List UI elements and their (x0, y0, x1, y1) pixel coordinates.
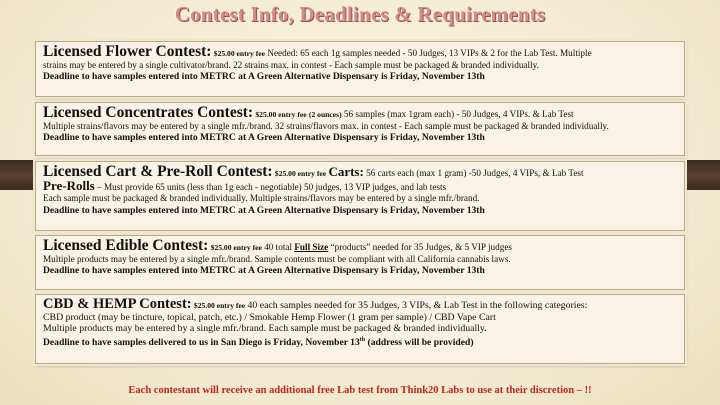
cbd-entry-fee: $25.00 entry fee (193, 301, 246, 310)
cart-contest-heading: Licensed Cart & Pre-Roll Contest: (43, 163, 273, 180)
cbd-deadline: Deadline to have samples delivered to us in San Diego is Friday, November 13 (43, 336, 360, 348)
edible-contest-heading: Licensed Edible Contest: (43, 237, 209, 254)
flower-contest-box (35, 41, 685, 97)
concentrates-fee-note: (2 ounces) (308, 110, 342, 119)
concentrates-line-2: Multiple strains/flavors may be entered by a single mfr./brand. 32 strains/flavors max. in contest - Each sample must be packaged & branded individually. (43, 120, 609, 131)
cbd-line-2: CBD product (may be tincture, topical, patch, etc.) / Smokable Hemp Flower (1 gram per sample) / CBD Vape Cart (43, 311, 496, 323)
cbd-deadline-tail: (address will be provided) (365, 336, 474, 348)
cbd-line-1: 40 each samples needed for 35 Judges, 3 VIPs, & Lab Test in the following categories: (247, 300, 588, 311)
edible-full-size: Full Size (294, 242, 329, 252)
cbd-line-3: Multiple products may be entered by a single mfr./brand. Each sample must be packaged & branded individually. (43, 323, 487, 334)
flower-line-1: Needed: 65 each 1g samples needed - 50 Judges, 13 VIPs & 2 for the Lab Test. Multiple (267, 48, 592, 58)
concentrates-deadline: Deadline to have samples entered into METRC at A Green Alternative Dispensary is Friday, November 13th (43, 132, 485, 143)
concentrates-entry-fee: $25.00 entry fee (255, 110, 307, 119)
concentrates-line-1: 56 samples (max 1gram each) - 50 Judges, 4 VIPs. & Lab Test (343, 109, 574, 119)
flower-entry-fee: $25.00 entry fee (213, 49, 266, 58)
edible-pre: 40 total (264, 242, 293, 252)
edible-deadline: Deadline to have samples entered into METRC at A Green Alternative Dispensary is Friday, November 13th (43, 265, 485, 276)
cbd-contest-heading: CBD & HEMP Contest: (43, 296, 192, 312)
cart-entry-fee: $25.00 entry fee (274, 169, 327, 178)
carts-label: Carts: (328, 164, 364, 179)
concentrates-contest-heading: Licensed Concentrates Contest: (43, 104, 254, 121)
edible-contest-box (35, 235, 685, 290)
concentrates-contest-box (35, 102, 685, 156)
prerolls-label: Pre-Rolls (43, 177, 95, 193)
cbd-hemp-contest-box (35, 294, 685, 364)
flower-deadline: Deadline to have samples entered into METRC at A Green Alternative Dispensary is Friday, November 13th (43, 71, 485, 82)
cart-preroll-contest-box (35, 161, 685, 231)
cart-line-2: – Must provide 65 units (less than 1g each - negotiable) 50 judges, 13 VIP judges, and lab tests (94, 181, 447, 192)
cart-line-1: 56 carts each (max 1 gram) -50 Judges, 4 VIPs, & Lab Test (366, 168, 584, 178)
cart-deadline: Deadline to have samples entered into METRC at A Green Alternative Dispensary is Friday, November 13th (43, 204, 485, 216)
edible-line-1: “products” needed for 35 Judges, & 5 VIP judges (330, 242, 512, 252)
edible-entry-fee: $25.00 entry fee (210, 243, 262, 252)
page-title: Contest Info, Deadlines & Requirements (174, 2, 546, 26)
edible-line-2: Multiple products may be entered by a single mfr./brand. Sample contents must be compliant with all California cannabis laws. (43, 253, 511, 264)
footer-note: Each contestant will receive an additional free Lab test from Think20 Labs to use at their discretion – !! (128, 385, 592, 396)
cbd-deadline-sup: th (359, 336, 366, 343)
flower-line-2: strains may be entered by a single cultivator/brand. 22 strains max. in contest - Each sample must be packaged & branded individually. (43, 59, 539, 70)
flower-contest-heading: Licensed Flower Contest: (43, 43, 212, 60)
cart-line-3: Each sample must be packaged & branded individually. Multiple strains/flavors may be entered by a single mfr./brand. (43, 193, 480, 203)
